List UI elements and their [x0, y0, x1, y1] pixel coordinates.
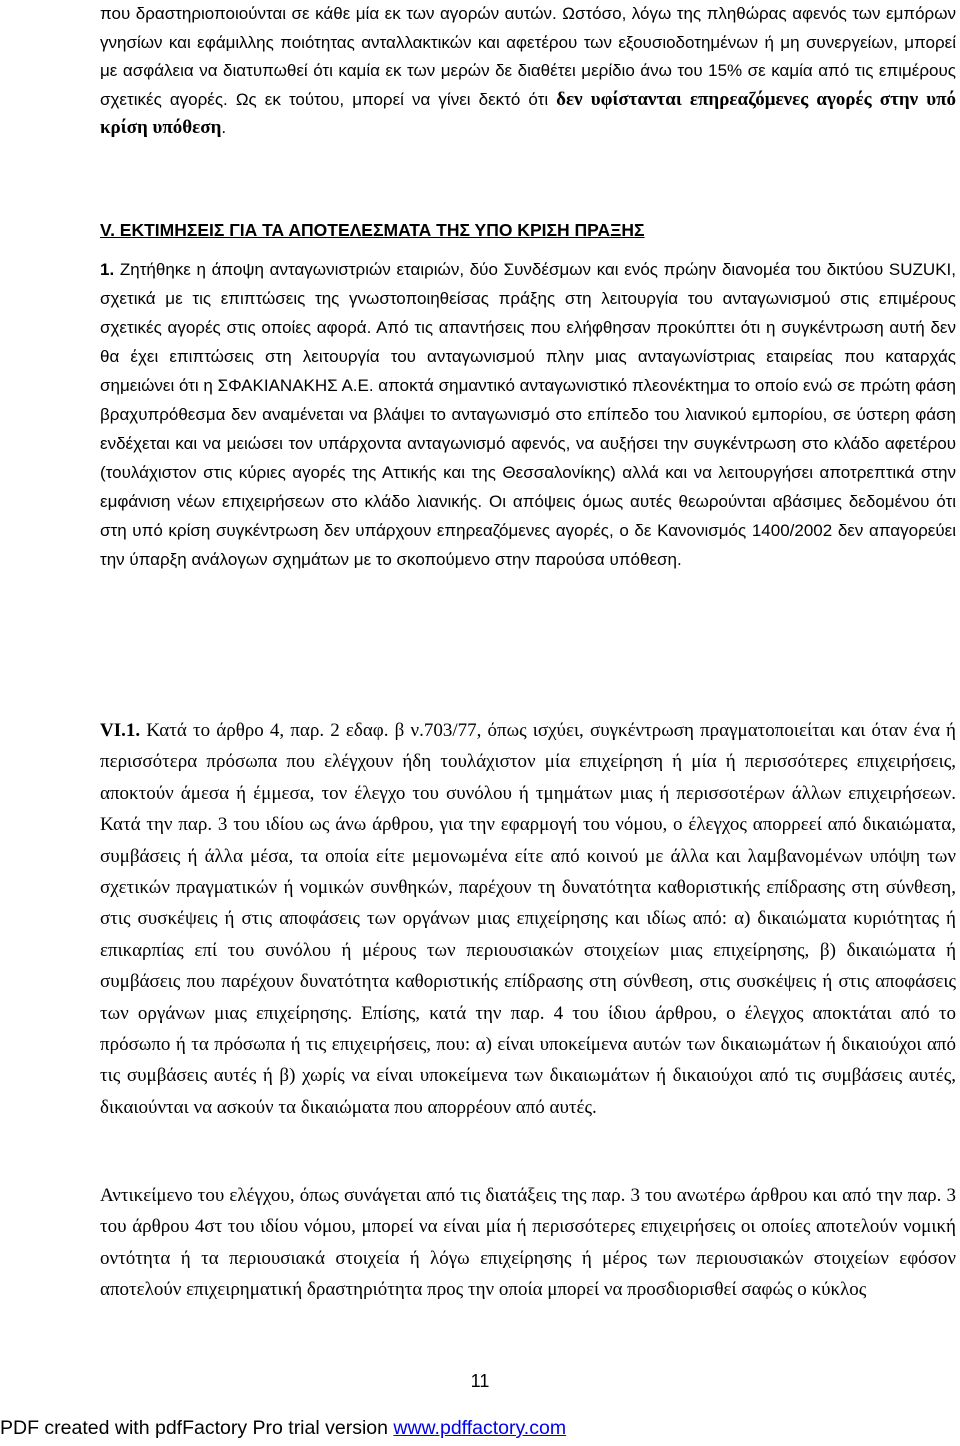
intro-end: . [221, 118, 227, 138]
paragraph-3 [100, 1180, 956, 1306]
paragraph-2-text: Κατά το άρθρο 4, παρ. 2 εδαφ. β ν.703/77, όπως ισχύει, συγκέντρωση πραγματοποιείται και όταν ένα ή περισσότερα πρόσωπα που ελέγχουν ήδη τουλάχιστον μία επιχείρηση ή μία ή περισσότερες επιχειρήσεις, αποκτούν άμεσα ή έμμεσα, τον έλεγχο του συνόλου ή τμημάτων μιας ή περισσοτέρων άλλων επιχειρήσεων. Κατά την παρ. 3 του ιδίου ως άνω άρθρου, για την εφαρμογή του νόμου, ο έλεγχος απορρεεί από δικαιώματα, συμβάσεις ή άλλα μέσα, τα οποία είτε μεμονωμένα είτε από κοινού με άλλα και λαμβανομένων υπόψη των σχετικών πραγματικών ή νομικών συνθηκών, παρέχουν τη δυνατότητα καθοριστικής επίδρασης στη σύνθεση, στις συσκέψεις ή στις αποφάσεις των οργάνων μιας επιχείρησης και ιδίως από: α) δικαιώματα κυριότητας ή επικαρπίας επί του συνόλου ή μέρους των περιουσιακών στοιχείων μιας επιχείρησης, β) δικαιώματα ή συμβάσεις που παρέχουν δυνατότητα καθοριστικής επίδρασης στη σύνθεση, στις συσκέψεις ή στις αποφάσεις των οργάνων μιας επιχείρησης. Επίσης, κατά την παρ. 4 του ίδιου άρθρου, ο έλεγχος αποκτάται από το πρόσωπο ή τα πρόσωπα ή τις επιχειρήσεις, που: α) είναι υποκείμενα αυτών των δικαιωμάτων ή δικαιούχοι από τις συμβάσεις αυτές ή β) χωρίς να είναι υποκείμενα των δικαιωμάτων ή δικαιούχοι από τις συμβάσεις αυτές, δικαιούνται να ασκούν τα δικαιώματα που απορρέουν από αυτές. [100, 720, 956, 1118]
footer-link[interactable]: www.pdffactory.com [393, 1417, 567, 1439]
intro-bold-text: δεν υφίστανται επηρεαζόμενες αγορές στην υπό κρίση υπόθεση [100, 88, 957, 139]
section-heading: V. ΕΚΤΙΜΗΣΕΙΣ ΓΙΑ ΤΑ ΑΠΟΤΕΛΕΣΜΑΤΑ ΤΗΣ ΥΠΟ ΚΡΙΣΗ ΠΡΑΞΗΣ [100, 220, 645, 240]
page-number: 11 [470, 1371, 490, 1391]
paragraph-1-text: Ζητήθηκε η άποψη ανταγωνιστριών εταιριών, δύο Συνδέσμων και ενός πρώην διανομέα του δικτύου SUZUKI, σχετικά με τις επιπτώσεις της γνωστοποιηθείσας πράξης στη λειτουργία του ανταγωνισμού στις επιμέρους σχετικές αγορές στις οποίες αφορά. Από τις απαντήσεις που ελήφθησαν προκύπτει ότι η συγκέντρωση αυτή δεν θα έχει επιπτώσεις στη λειτουργία του ανταγωνισμού πλην μιας ανταγωνίστριας εταιρείας που καταρχάς σημειώνει ότι η ΣΦΑΚΙΑΝΑΚΗΣ Α.Ε. αποκτά σημαντικό ανταγωνιστικό πλεονέκτημα το οποίο ενώ σε πρώτη φάση βραχυπρόθεσμα δεν αναμένεται να βλάψει το ανταγωνισμό στο επίπεδο του λιανικού εμπορίου, σε ύστερη φάση ενδέχεται και να μειώσει τον υπάρχοντα ανταγωνισμό αφενός, να αυξήσει την συγκέντρωση στο κλάδο αφετέρου (τουλάχιστον στις κύριες αγορές της Αττικής και της Θεσσαλονίκης) αλλά και να λειτουργήσει αποτρεπτικά στην εμφάνιση νέων επιχειρήσεων στο κλάδο λιανικής. Οι απόψεις όμως αυτές θεωρούνται αβάσιμες δεδομένου ότι στη υπό κρίση συγκέντρωση δεν υπάρχουν επηρεαζόμενες αγορές, ο δε Κανονισμός 1400/2002 δεν απαγορεύει την ύπαρξη ανάλογων σχημάτων με το σκοπούμενο στην παρούσα υπόθεση. [100, 260, 956, 569]
paragraph-1-number: 1. [100, 260, 115, 279]
intro-text: που δραστηριοποιούνται σε κάθε μία εκ των αγορών αυτών. Ωστόσο, λόγω της πληθώρας αφενός των εμπόρων γνησίων και εφάμιλλης ποιότητας ανταλλακτικών και αφετέρου των εξουσιοδοτημένων ή μη συνεργείων, μπορεί με ασφάλεια να διατυπωθεί ότι καμία εκ των μερών δε διαθέτει μερίδιο άνω του 15% σε καμία από τις επιμέρους σχετικές αγορές. Ως εκ τούτου, μπορεί να γίνει δεκτό ότι [100, 4, 956, 109]
footer-text: PDF created with pdfFactory Pro trial version [0, 1417, 394, 1439]
intro-paragraph [100, 0, 956, 143]
paragraph-2 [100, 715, 956, 1123]
pdf-footer [0, 1417, 566, 1440]
paragraph-2-number: VI.1. [100, 720, 141, 741]
paragraph-3-text: Αντικείμενο του ελέγχου, όπως συνάγεται από τις διατάξεις της παρ. 3 του ανωτέρω άρθρου και από την παρ. 3 του άρθρου 4στ του ιδίου νόμου, μπορεί να είναι μία ή περισσότερες επιχειρήσεις οι οποίες αποτελούν νομική οντότητα ή τα περιουσιακά στοιχεία ή λόγω επιχείρησης ή μέρος των περιουσιακών στοιχείων εφόσον αποτελούν επιχειρηματική δραστηριότητα προς την οποία μπορεί να προσδιορισθεί σαφώς ο κύκλος [100, 1185, 956, 1301]
paragraph-1 [100, 255, 956, 574]
